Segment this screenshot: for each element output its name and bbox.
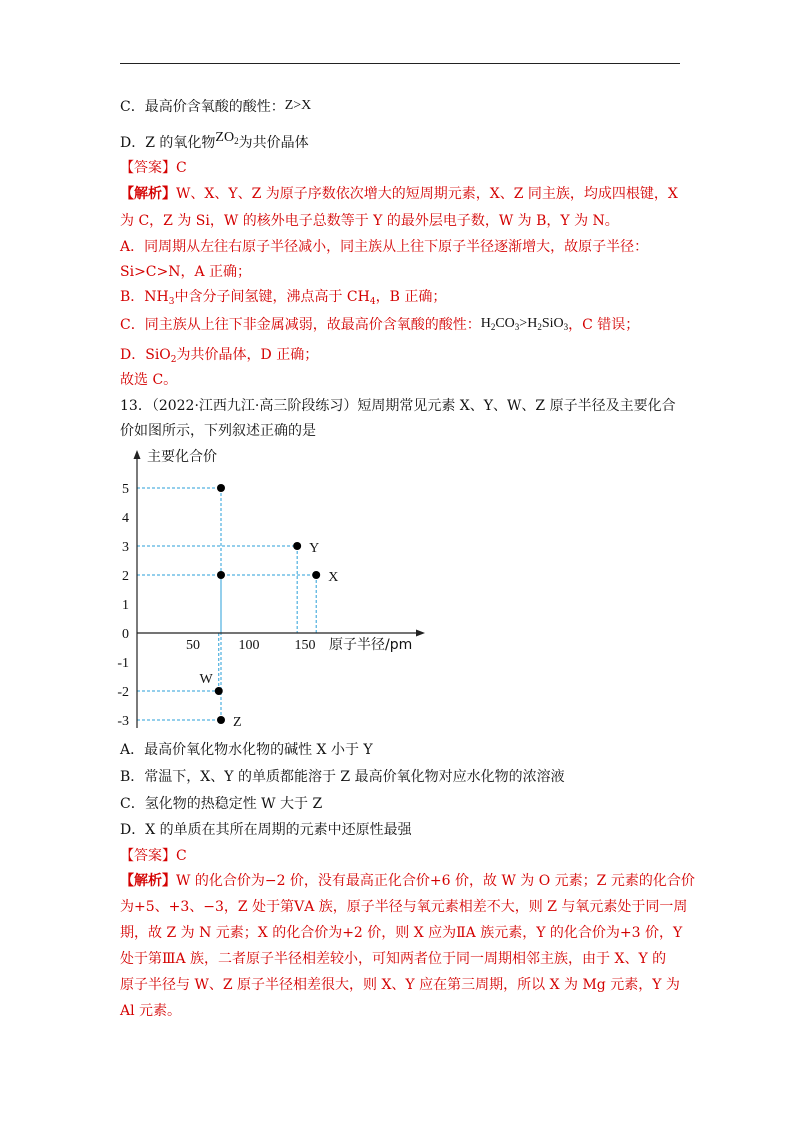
y-tick-label: -2 <box>117 685 129 700</box>
valence-radius-chart <box>115 448 445 733</box>
q12-c-f3: >H <box>519 316 538 331</box>
q13-analysis-line3: 期，故 Z 为 N 元素；X 的化合价为+2 价，则 X 应为ⅡA 族元素，Y 的化合价为+3 价，Y <box>120 925 683 941</box>
q12-option-d-formula <box>215 130 238 145</box>
q12-option-d-formula-main: ZO <box>215 130 235 145</box>
q13-option-a: A．最高价氧化物水化物的碱性 X 小于 Y <box>120 742 373 758</box>
q12-b-mid: 中含分子间氢键，沸点高于 CH <box>174 289 370 305</box>
q12-analysis-head: 【解析】 <box>120 186 176 202</box>
q12-c-f2s: 3 <box>514 322 520 332</box>
q12-option-d <box>120 128 309 153</box>
q13-option-c: C．氢化物的热稳定性 W 大于 Z <box>120 796 323 812</box>
q13-analysis-line1 <box>120 871 695 891</box>
q13-option-d: D．X 的单质在其所在周期的元素中还原性最强 <box>120 822 412 838</box>
q12-option-d-text: D．Z 的氧化物 <box>120 135 216 151</box>
point-label: Z <box>233 715 242 730</box>
q13-analysis-head: 【解析】 <box>120 873 176 889</box>
q12-b-sub1: 3 <box>168 297 175 307</box>
point-label: W <box>199 672 213 687</box>
q12-d-sub: 2 <box>170 355 177 365</box>
y-tick-label: 2 <box>122 569 129 584</box>
data-point <box>215 687 223 695</box>
data-point <box>312 571 320 579</box>
q12-option-c <box>120 96 311 117</box>
x-axis-label: 原子半径/pm <box>329 637 413 653</box>
data-point <box>293 542 301 550</box>
q12-option-c-text: C．最高价含氧酸的酸性： <box>120 99 285 115</box>
point-label: Y <box>309 541 320 556</box>
x-tick-labels <box>186 638 316 653</box>
q12-b-pre: B．NH <box>120 289 169 305</box>
x-tick-label: 50 <box>186 638 200 653</box>
data-points <box>200 484 339 730</box>
q12-d <box>120 345 318 370</box>
q12-b-post: ，B 正确； <box>375 289 447 305</box>
q13-analysis-line4: 处于第ⅢA 族，二者原子半径相差较小，可知两者位于同一周期相邻主族，由于 X、Y 的 <box>120 951 667 967</box>
x-axis-arrow-icon <box>416 630 425 637</box>
q12-analysis-line1 <box>120 184 678 204</box>
guide-lines <box>137 488 316 720</box>
data-point <box>217 571 225 579</box>
q13-analysis-text1: W 的化合价为−2 价，没有最高正化合价+6 价，故 W 为 O 元素；Z 元素的化合价 <box>176 873 695 889</box>
q13-answer: 【答案】C <box>120 848 187 864</box>
q12-answer: 【答案】C <box>120 160 187 176</box>
q12-c-pre: C．同主族从上往下非金属减弱，故最高价含氧酸的酸性： <box>120 317 481 333</box>
q12-analysis-text1: W、X、Y、Z 为原子序数依次增大的短周期元素，X、Z 同主族，均成四根键，X <box>176 186 678 202</box>
q12-c-f1: H <box>480 316 491 331</box>
y-tick-label: 0 <box>122 627 129 642</box>
q13-stem-line1: 13．（2022·江西九江·高三阶段练习）短周期常见元素 X、Y、W、Z 原子半径及主要化合 <box>120 398 676 414</box>
q12-c-f4: SiO <box>541 316 564 331</box>
q12-option-d-post: 为共价晶体 <box>238 135 309 151</box>
q13-analysis-line6: Al 元素。 <box>120 1003 182 1019</box>
y-tick-label: -3 <box>117 714 129 729</box>
header-rule <box>120 63 680 64</box>
q12-c-f4s: 3 <box>563 322 569 332</box>
q12-option-c-formula: Z>X <box>284 98 312 113</box>
q12-d-pre: D．SiO <box>120 347 171 363</box>
q12-analysis-line2: 为 C，Z 为 Si，W 的核外电子总数等于 Y 的最外层电子数，W 为 B，Y 为 N。 <box>120 213 619 229</box>
y-tick-label: 4 <box>122 511 129 526</box>
q12-c-post: ，C 错误； <box>568 317 640 333</box>
y-tick-label: 5 <box>122 482 129 497</box>
point-label: X <box>328 570 339 585</box>
q12-conclusion: 故选 C。 <box>120 372 178 388</box>
q12-d-post: 为共价晶体，D 正确； <box>176 347 319 363</box>
y-tick-label: -1 <box>117 656 129 671</box>
q12-option-d-formula-sub: 2 <box>234 136 239 146</box>
q13-stem-line2: 价如图所示，下列叙述正确的是 <box>120 423 316 439</box>
q12-a-line2: Si>C>N，A 正确； <box>120 264 252 280</box>
q12-c-f3s: 2 <box>537 322 542 332</box>
y-tick-label: 1 <box>122 598 129 613</box>
chart-axes <box>134 450 426 728</box>
y-tick-label: 3 <box>122 540 129 555</box>
q12-c-f2: CO <box>495 316 515 331</box>
q13-analysis-line2: 为+5、+3、−3，Z 处于第ⅤA 族，原子半径与氧元素相差不大，则 Z 与氧元素处于同一周 <box>120 899 688 915</box>
q12-c <box>120 314 639 337</box>
q12-a-line1: A．同周期从左往右原子半径减小，同主族从上往下原子半径逐渐增大，故原子半径： <box>120 239 649 255</box>
data-point <box>217 716 225 724</box>
q12-b-sub2: 4 <box>369 297 376 307</box>
q12-c-formula <box>481 316 568 331</box>
y-axis-label: 主要化合价 <box>147 449 217 465</box>
x-tick-label: 150 <box>294 638 316 653</box>
y-tick-labels <box>117 482 129 729</box>
y-axis-arrow-icon <box>134 450 141 459</box>
x-tick-label: 100 <box>238 638 260 653</box>
q13-option-b: B．常温下，X、Y 的单质都能溶于 Z 最高价氧化物对应水化物的浓溶液 <box>120 769 565 785</box>
data-point <box>217 484 225 492</box>
q12-b <box>120 287 446 312</box>
q12-c-f1s: 2 <box>490 322 496 332</box>
q13-analysis-line5: 原子半径与 W、Z 原子半径相差很大，则 X、Y 应在第三周期，所以 X 为 Mg 元素，Y 为 <box>120 977 680 993</box>
